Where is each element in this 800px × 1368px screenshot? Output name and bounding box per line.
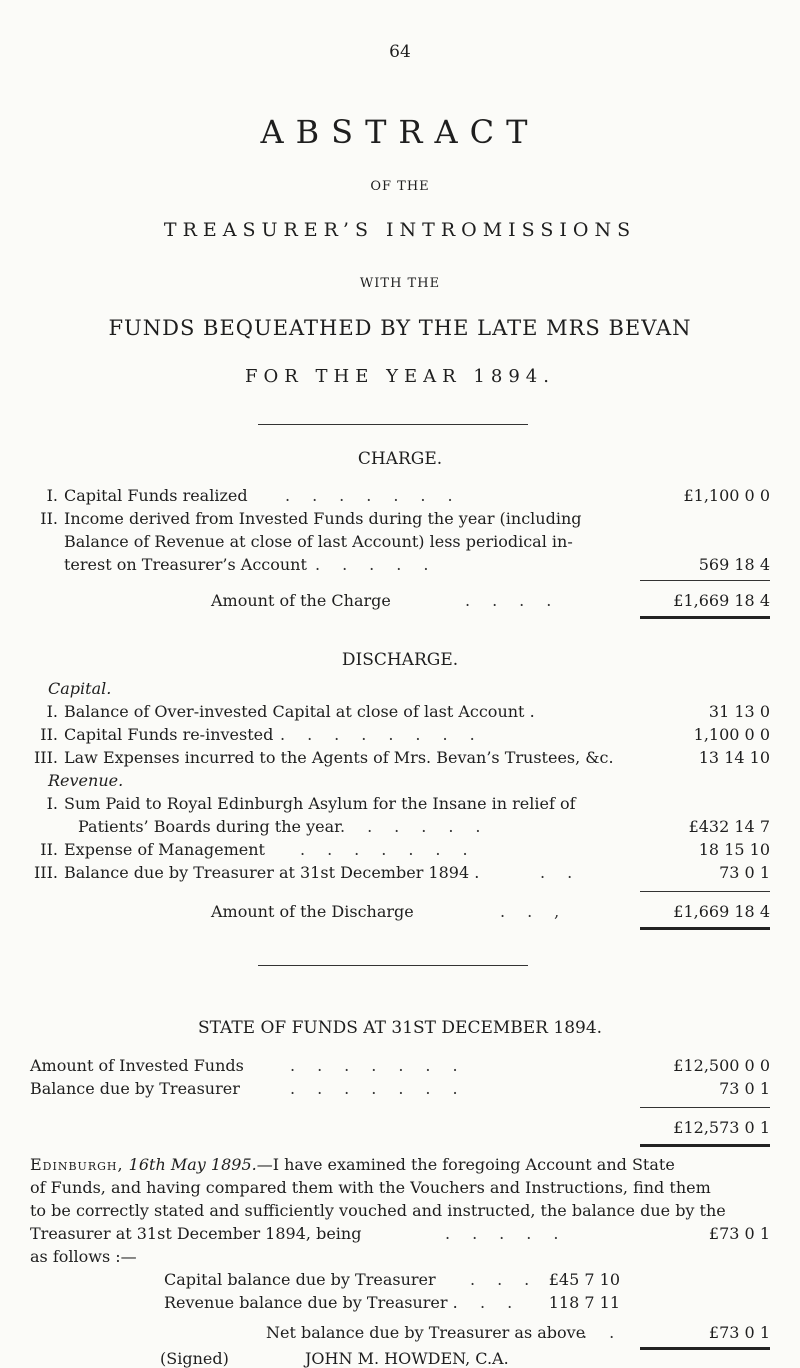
charge-heading: CHARGE. bbox=[357, 449, 443, 469]
item-text: terest on Treasurer’s Account bbox=[64, 555, 307, 574]
item-number: III. bbox=[33, 863, 58, 882]
item-amount: 569 18 4 bbox=[698, 555, 770, 574]
leader-dots: .... bbox=[465, 591, 574, 610]
item-number: II. bbox=[40, 509, 58, 528]
double-rule bbox=[640, 1144, 770, 1147]
item-text: Capital Funds re-invested bbox=[64, 725, 274, 744]
title-treasurers-intromissions: TREASURER’S INTROMISSIONS bbox=[163, 219, 637, 241]
leader-dots: ....... bbox=[290, 1079, 480, 1098]
certificate-line-5: as follows :— bbox=[30, 1247, 137, 1266]
balance-amount: £73 0 1 bbox=[708, 1224, 770, 1243]
item-amount: 118 7 11 bbox=[548, 1293, 620, 1312]
leader-dots: .. bbox=[582, 1323, 637, 1342]
net-label: Net balance due by Treasurer as above bbox=[266, 1323, 586, 1342]
total-amount: £12,573 0 1 bbox=[673, 1118, 770, 1137]
signed-label: (Signed) bbox=[160, 1349, 229, 1368]
item-amount: £45 7 10 bbox=[548, 1270, 620, 1289]
item-text: Capital balance due by Treasurer bbox=[164, 1270, 436, 1289]
item-amount: 73 0 1 bbox=[719, 1079, 770, 1098]
item-text: Balance due by Treasurer bbox=[30, 1079, 240, 1098]
title-with-the: WITH THE bbox=[359, 276, 441, 291]
certificate-text: Treasurer at 31st December 1894, being bbox=[30, 1224, 362, 1243]
item-text: Balance of Revenue at close of last Account) less periodical in- bbox=[64, 532, 573, 551]
signatory-name: JOHN M. HOWDEN, C.A. bbox=[305, 1349, 509, 1368]
title-abstract: ABSTRACT bbox=[260, 113, 540, 151]
item-number: II. bbox=[40, 840, 58, 859]
divider bbox=[258, 424, 528, 425]
item-amount: 1,100 0 0 bbox=[693, 725, 770, 744]
capital-subheading: Capital. bbox=[48, 679, 112, 698]
item-text: Income derived from Invested Funds during the year (including bbox=[64, 509, 582, 528]
leader-dots: ....... bbox=[290, 1056, 480, 1075]
leader-dots: .., bbox=[500, 902, 582, 921]
discharge-heading: DISCHARGE. bbox=[341, 650, 459, 670]
certificate-date: 16th May 1895. bbox=[128, 1155, 257, 1174]
leader-dots: ...... bbox=[340, 817, 503, 836]
divider bbox=[258, 965, 528, 966]
item-number: I. bbox=[46, 702, 58, 721]
title-year: FOR THE YEAR 1894. bbox=[245, 366, 555, 387]
leader-dots: ..... bbox=[315, 555, 451, 574]
total-label: Amount of the Discharge bbox=[211, 902, 414, 921]
item-amount: 18 15 10 bbox=[698, 840, 770, 859]
certificate-place: Edinburgh, bbox=[30, 1155, 124, 1174]
item-text: Balance due by Treasurer at 31st December 1894 . bbox=[64, 863, 480, 882]
certificate-line-3: to be correctly stated and sufficiently vouched and instructed, the balance due by the bbox=[30, 1201, 726, 1220]
leader-dots: ..... bbox=[445, 1224, 581, 1243]
leader-dots: .. bbox=[540, 863, 595, 882]
leader-dots: ........ bbox=[280, 725, 497, 744]
certificate-text: —I have examined the foregoing Account and State bbox=[256, 1155, 675, 1174]
sum-rule bbox=[640, 891, 770, 892]
item-text: Law Expenses incurred to the Agents of Mrs. Bevan’s Trustees, &c. bbox=[64, 748, 614, 767]
certificate-line-2: of Funds, and having compared them with the Vouchers and Instructions, find them bbox=[30, 1178, 711, 1197]
item-amount: £1,100 0 0 bbox=[683, 486, 770, 505]
item-text: Sum Paid to Royal Edinburgh Asylum for the Insane in relief of bbox=[64, 794, 576, 813]
item-number: I. bbox=[46, 486, 58, 505]
item-number: II. bbox=[40, 725, 58, 744]
item-number: I. bbox=[46, 794, 58, 813]
total-label: Amount of the Charge bbox=[211, 591, 391, 610]
total-amount: £1,669 18 4 bbox=[673, 902, 770, 921]
double-rule bbox=[640, 1347, 770, 1350]
item-text: Capital Funds realized bbox=[64, 486, 248, 505]
title-funds-bequeathed: FUNDS BEQUEATHED BY THE LATE MRS BEVAN bbox=[108, 316, 692, 340]
item-text: Amount of Invested Funds bbox=[30, 1056, 244, 1075]
item-text: Patients’ Boards during the year bbox=[78, 817, 342, 836]
item-amount: £12,500 0 0 bbox=[673, 1056, 770, 1075]
item-text: Expense of Management bbox=[64, 840, 265, 859]
sum-rule bbox=[640, 1107, 770, 1108]
item-text: Revenue balance due by Treasurer . bbox=[164, 1293, 458, 1312]
item-amount: 73 0 1 bbox=[719, 863, 770, 882]
leader-dots: ....... bbox=[300, 840, 490, 859]
page-number: 64 bbox=[389, 42, 411, 62]
leader-dots: ....... bbox=[285, 486, 475, 505]
certificate-line-1 bbox=[30, 1155, 790, 1174]
double-rule bbox=[640, 616, 770, 619]
item-text: Balance of Over-invested Capital at close of last Account . bbox=[64, 702, 535, 721]
leader-dots: .. bbox=[480, 1293, 535, 1312]
item-amount: 13 14 10 bbox=[698, 748, 770, 767]
net-amount: £73 0 1 bbox=[708, 1323, 770, 1342]
double-rule bbox=[640, 927, 770, 930]
item-amount: £432 14 7 bbox=[688, 817, 770, 836]
total-amount: £1,669 18 4 bbox=[673, 591, 770, 610]
leader-dots: ... bbox=[470, 1270, 552, 1289]
revenue-subheading: Revenue. bbox=[48, 771, 124, 790]
item-amount: 31 13 0 bbox=[708, 702, 770, 721]
title-of-the: OF THE bbox=[370, 179, 430, 194]
sum-rule bbox=[640, 580, 770, 581]
state-heading: STATE OF FUNDS AT 31ST DECEMBER 1894. bbox=[197, 1018, 603, 1038]
item-number: III. bbox=[33, 748, 58, 767]
